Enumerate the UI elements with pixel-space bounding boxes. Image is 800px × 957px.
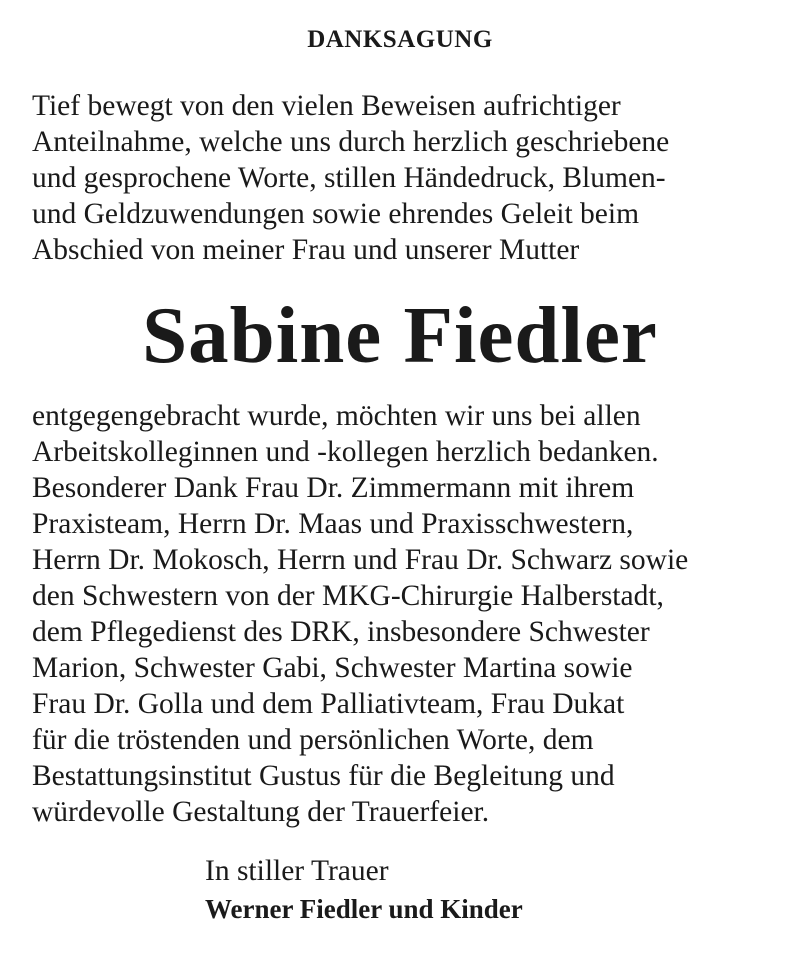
body-line: Praxisteam, Herrn Dr. Maas und Praxisschwestern, <box>32 508 634 540</box>
body-line: Herrn Dr. Mokosch, Herrn und Frau Dr. Schwarz sowie <box>32 544 689 576</box>
body-line: Frau Dr. Golla und dem Palliativteam, Frau Dukat <box>32 688 625 720</box>
intro-line: und gesprochene Worte, stillen Händedruck, Blumen- <box>32 162 666 194</box>
body-line: den Schwestern von der MKG-Chirurgie Halberstadt, <box>32 580 664 612</box>
closing-line: In stiller Trauer <box>205 855 389 887</box>
body-line: dem Pflegedienst des DRK, insbesondere Schwester <box>32 616 650 648</box>
intro-line: und Geldzuwendungen sowie ehrendes Geleit beim <box>32 198 640 230</box>
intro-line: Anteilnahme, welche uns durch herzlich geschriebene <box>32 126 670 158</box>
body-line: Besonderer Dank Frau Dr. Zimmermann mit ihrem <box>32 472 635 504</box>
body-line: Arbeitskolleginnen und -kollegen herzlich bedanken. <box>32 436 659 468</box>
body-line: Bestattungsinstitut Gustus für die Begleitung und <box>32 760 615 792</box>
deceased-name: Sabine Fiedler <box>142 290 658 380</box>
body-line: entgegengebracht wurde, möchten wir uns bei allen <box>32 400 641 432</box>
intro-line: Abschied von meiner Frau und unserer Mutter <box>32 234 580 266</box>
body-line: Marion, Schwester Gabi, Schwester Martina sowie <box>32 652 633 684</box>
intro-line: Tief bewegt von den vielen Beweisen aufrichtiger <box>32 90 621 122</box>
notice-heading: DANKSAGUNG <box>307 26 493 53</box>
body-line: für die tröstenden und persönlichen Worte, dem <box>32 724 594 756</box>
signature: Werner Fiedler und Kinder <box>205 894 523 924</box>
body-line: würdevolle Gestaltung der Trauerfeier. <box>32 796 490 828</box>
